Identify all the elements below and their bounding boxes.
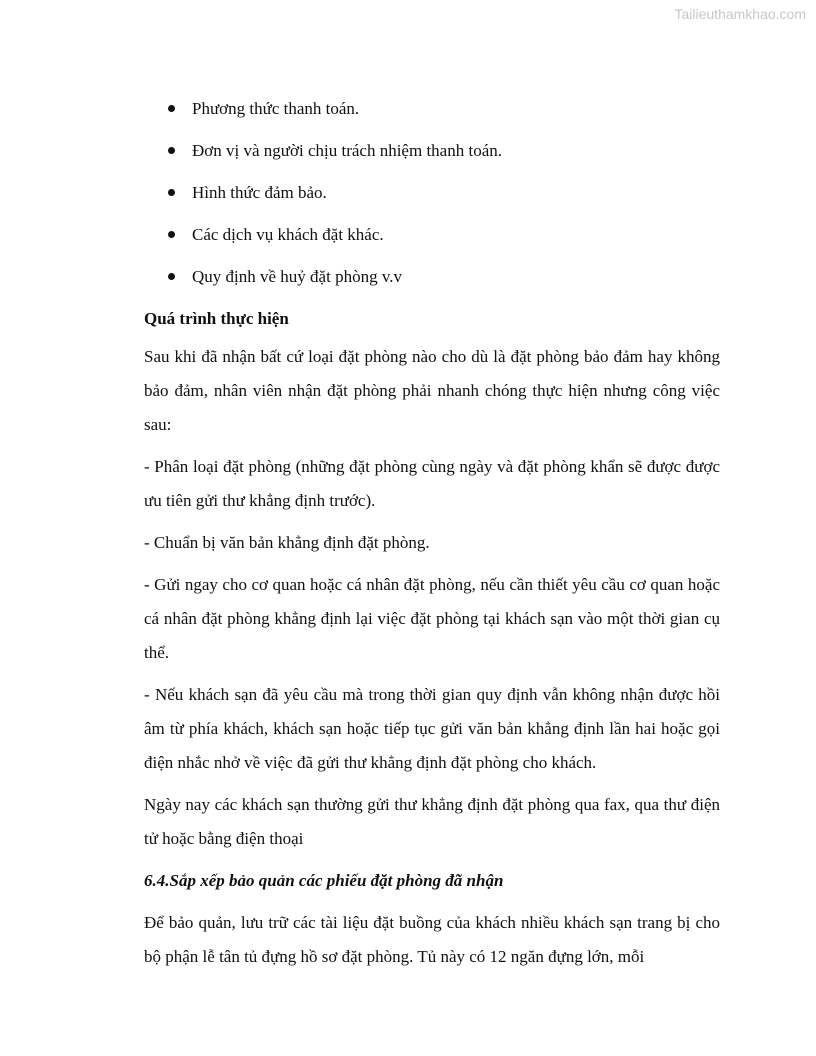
bullet-icon <box>168 231 175 238</box>
process-heading: Quá trình thực hiện <box>144 309 289 328</box>
section-heading: 6.4.Sắp xếp bảo quản các phiếu đặt phòng đã nhận <box>144 871 504 890</box>
paragraph-intro: Sau khi đã nhận bất cứ loại đặt phòng nào cho dù là đặt phòng bảo đảm hay không bảo đảm, nhân viên nhận đặt phòng phải nhanh chóng thực hiện nhưng công việc sau: <box>144 347 720 434</box>
list-item: Quy định về huỷ đặt phòng v.v <box>144 260 720 302</box>
watermark: Tailieuthamkhao.com <box>674 6 806 22</box>
bullet-icon <box>168 189 175 196</box>
list-item: Hình thức đảm bảo. <box>144 176 720 218</box>
bullet-icon <box>168 147 175 154</box>
list-item: Đơn vị và người chịu trách nhiệm thanh toán. <box>144 134 720 176</box>
list-item: Phương thức thanh toán. <box>144 92 720 134</box>
bullet-icon <box>168 273 175 280</box>
bullet-icon <box>168 105 175 112</box>
bullet-list <box>144 92 720 302</box>
paragraph-send: - Gửi ngay cho cơ quan hoặc cá nhân đặt phòng, nếu cần thiết yêu cầu cơ quan hoặc cá nhân đặt phòng khẳng định lại việc đặt phòng tại khách sạn vào một thời gian cụ thể. <box>144 575 720 662</box>
list-item: Các dịch vụ khách đặt khác. <box>144 218 720 260</box>
paragraph-followup: - Nếu khách sạn đã yêu cầu mà trong thời gian quy định vẫn không nhận được hồi âm từ phía khách, khách sạn hoặc tiếp tục gửi văn bản khẳng định lần hai hoặc gọi điện nhắc nhở về việc đã gửi thư khẳng định đặt phòng cho khách. <box>144 685 720 772</box>
paragraph-classify: - Phân loại đặt phòng (những đặt phòng cùng ngày và đặt phòng khẩn sẽ được được ưu tiên gửi thư khẳng định trước). <box>144 457 720 510</box>
paragraph-nowadays: Ngày nay các khách sạn thường gửi thư khẳng định đặt phòng qua fax, qua thư điện tử hoặc bằng điện thoại <box>144 795 720 848</box>
paragraph-storage: Để bảo quản, lưu trữ các tài liệu đặt buồng của khách nhiều khách sạn trang bị cho bộ phận lễ tân tủ đựng hồ sơ đặt phòng. Tủ này có 12 ngăn đựng lớn, mỗi <box>144 913 720 966</box>
paragraph-prepare: - Chuẩn bị văn bản khẳng định đặt phòng. <box>144 533 430 552</box>
document-body <box>144 92 720 982</box>
